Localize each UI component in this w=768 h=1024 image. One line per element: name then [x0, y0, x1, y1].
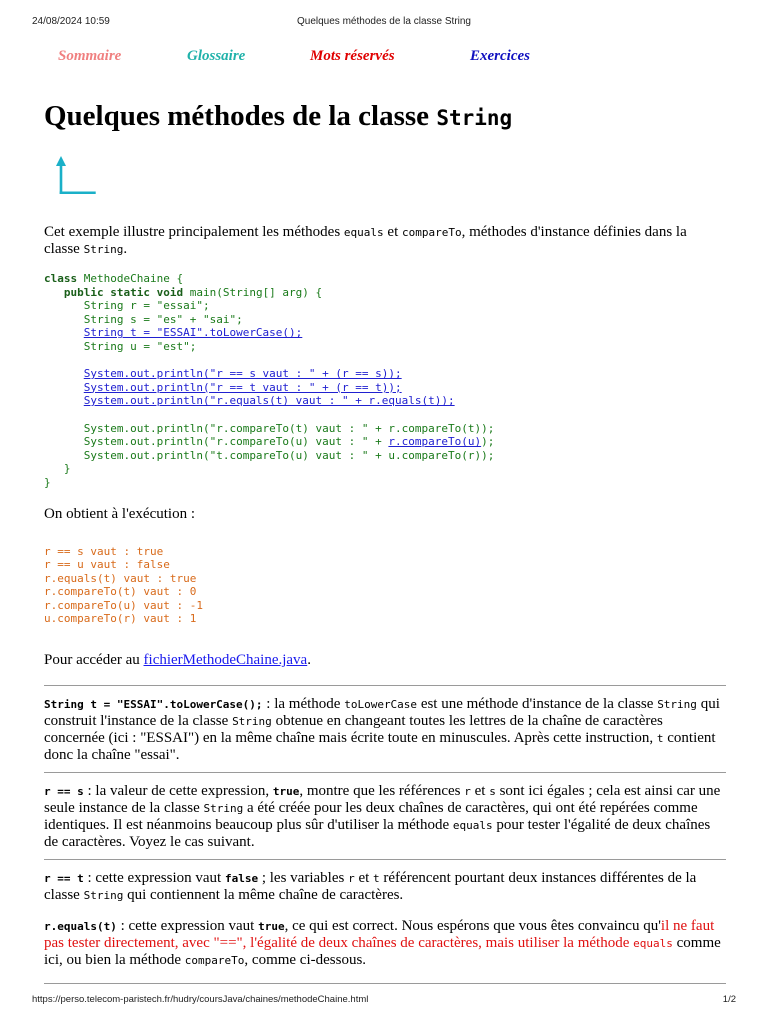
- code-line: String r = "essai";: [83, 299, 210, 313]
- code-listing: class MethodeChaine { public static void main(String[] arg) { String r = "essai"; String s = "es" + "sai"; String t = "ESSAI".toLowerCase(); String u = "est"; System.out.println("r == s vaut : " + (r == s)); System.out.println("r == t vaut : " + (r == t)); System.out.println("r.equals(t) vaut : " + r.equals(t)); System.out.println("r.compareTo(t) vaut : " + r.compareTo(t)); System.out.println("r.compareTo(u) vaut : " + r.compareTo(u)); System.out.println("t.compareTo(u) vaut : " + u.compareTo(r)); } }: [44, 272, 495, 489]
- top-navigation: [0, 48, 768, 72]
- file-access-paragraph: Pour accéder au fichierMethodeChaine.java.: [44, 652, 311, 669]
- code-link-tolowercase[interactable]: String t = "ESSAI".toLowerCase();: [83, 326, 303, 340]
- main-content: [44, 96, 726, 984]
- code-line: System.out.println("r.compareTo(t) vaut : " + r.compareTo(t));: [83, 421, 495, 435]
- intro-paragraph: Cet exemple illustre principalement les méthodes equals et compareTo, méthodes d'instance définies dans la classe String.: [44, 224, 687, 257]
- nav-link-mots-reserves[interactable]: Mots réservés: [310, 48, 395, 64]
- code-keyword: class: [44, 272, 78, 285]
- code-keyword: public static void: [63, 285, 184, 299]
- separator: [44, 685, 726, 686]
- output-line: r.compareTo(u) vaut : -1: [44, 598, 203, 612]
- output-line: r.compareTo(t) vaut : 0: [44, 585, 197, 599]
- output-line: u.compareTo(r) vaut : 1: [44, 612, 197, 626]
- print-header: [32, 16, 736, 30]
- separator: [44, 983, 726, 984]
- code-link-r-eq-t[interactable]: System.out.println("r == t vaut : " + (r == t));: [83, 380, 402, 394]
- nav-link-exercices[interactable]: Exercices: [470, 48, 530, 64]
- print-doc-title: Quelques méthodes de la classe String: [297, 16, 471, 27]
- print-page-number: 1/2: [722, 994, 736, 1005]
- explanation-r-equals-t: r.equals(t) : cette expression vaut true, ce qui est correct. Nous espérons que vous êtes convaincu qu'il ne faut pas tester directement, avec "==", l'égalité de deux chaînes de caractères, mais utiliser la méthode equals comme ici, ou bien la méthode compareTo, comme ci-dessous.: [44, 918, 721, 969]
- code-link-compareto[interactable]: r.compareTo(u): [388, 435, 482, 449]
- code-line: System.out.println("t.compareTo(u) vaut : " + u.compareTo(r));: [83, 448, 495, 462]
- nav-link-glossaire[interactable]: Glossaire: [187, 48, 246, 64]
- execution-label: On obtient à l'exécution :: [44, 505, 195, 522]
- page-title: Quelques méthodes de la classe String: [44, 100, 513, 132]
- warning-code: equals: [633, 937, 673, 951]
- separator: [44, 859, 726, 860]
- java-file-link[interactable]: fichierMethodeChaine.java: [143, 652, 308, 669]
- explanation-r-eq-s: r == s : la valeur de cette expression, true, montre que les références r et s sont ici égales ; cela est ainsi car une seule instance de la classe String a été créée pour les deux chaînes de caractères, qui ont été repérées comme identiques. Il est néanmoins beaucoup plus sûr d'utiliser la méthode equals pour tester l'égalité de deux chaînes de caractères. Voyez le cas suivant.: [44, 783, 721, 851]
- code-line: String u = "est";: [83, 339, 197, 353]
- output-line: r == u vaut : false: [44, 558, 170, 572]
- code-link-r-equals-t[interactable]: System.out.println("r.equals(t) vaut : " + r.equals(t));: [83, 394, 455, 408]
- print-footer: [32, 994, 736, 1008]
- output-line: r.equals(t) vaut : true: [44, 571, 197, 585]
- execution-output: [44, 545, 726, 627]
- nav-link-sommaire[interactable]: Sommaire: [58, 48, 122, 64]
- separator: [44, 772, 726, 773]
- print-url: https://perso.telecom-paristech.fr/hudry/coursJava/chaines/methodeChaine.html: [32, 994, 369, 1005]
- up-arrow-icon[interactable]: [56, 156, 116, 202]
- output-line: r == s vaut : true: [44, 544, 164, 558]
- page-title-code: String: [436, 106, 513, 130]
- code-link-r-eq-s[interactable]: System.out.println("r == s vaut : " + (r == s));: [83, 367, 402, 381]
- warning-text: il ne faut pas tester directement, avec "==", l'égalité de deux chaînes de caractères, mais utiliser la méthode: [44, 918, 715, 952]
- print-timestamp: 24/08/2024 10:59: [32, 16, 110, 27]
- explanation-r-eq-t: r == t : cette expression vaut false ; les variables r et t référencent pourtant deux instances différentes de la classe String qui contiennent la même chaîne de caractères.: [44, 870, 697, 904]
- explanation-tolowercase: String t = "ESSAI".toLowerCase(); : la méthode toLowerCase est une méthode d'instance de la classe String qui construit l'instance de la classe String obtenue en changeant toutes les lettres de la chaîne de caractères concernée (ici : "ESSAI") en la même chaîne mais écrite toute en minuscules. Après cette instruction, t contient donc la chaîne "essai".: [44, 696, 720, 764]
- code-line: String s = "es" + "sai";: [83, 312, 243, 326]
